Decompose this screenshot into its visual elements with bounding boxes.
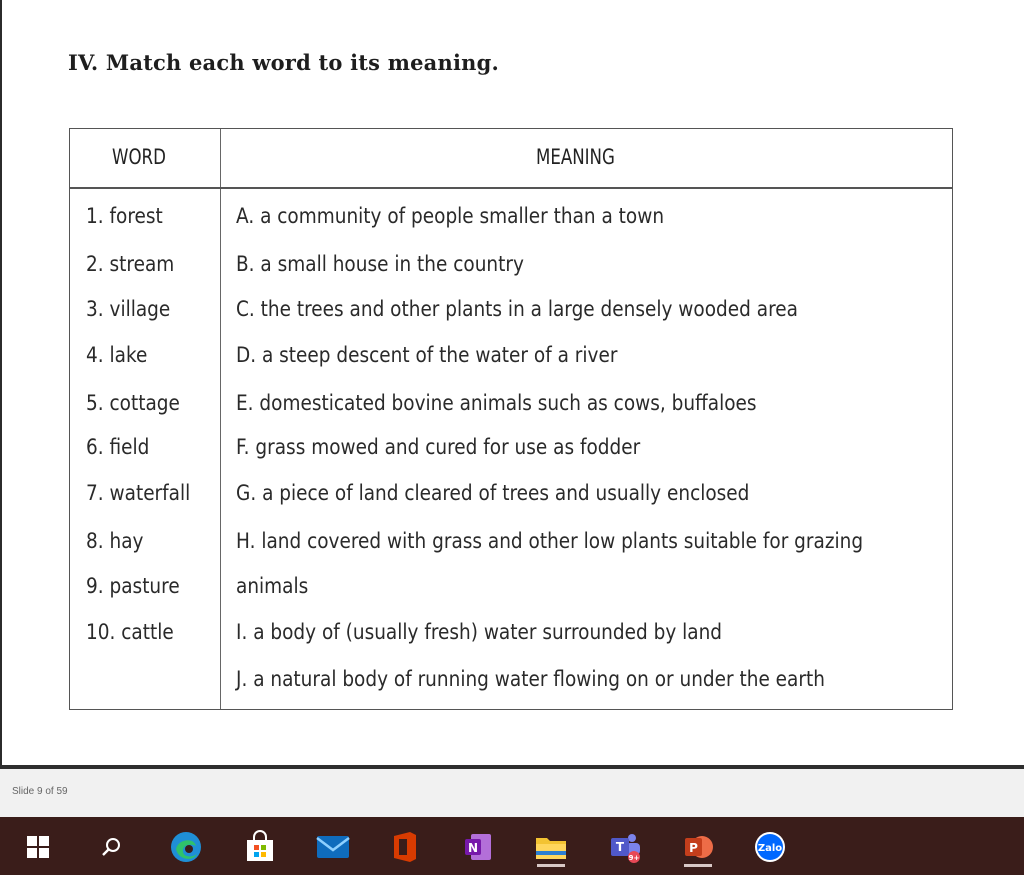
word-item: 2. stream bbox=[86, 252, 175, 276]
word-item: 7. waterfall bbox=[86, 481, 191, 505]
word-column-header: WORD bbox=[112, 145, 166, 169]
taskbar bbox=[0, 817, 1024, 875]
word-item: 8. hay bbox=[86, 529, 144, 553]
windows-start-icon[interactable] bbox=[16, 825, 60, 869]
teams-icon[interactable] bbox=[603, 825, 647, 869]
onenote-icon[interactable] bbox=[456, 825, 500, 869]
meaning-item: A. a community of people smaller than a town bbox=[236, 204, 665, 228]
powerpoint-icon[interactable] bbox=[676, 825, 720, 869]
edge-icon[interactable] bbox=[164, 825, 208, 869]
file-explorer-icon[interactable] bbox=[529, 825, 573, 869]
word-item: 6. field bbox=[86, 435, 150, 459]
search-icon[interactable] bbox=[89, 825, 133, 869]
mail-icon[interactable] bbox=[311, 825, 355, 869]
meaning-item: H. land covered with grass and other low plants suitable for grazing bbox=[236, 529, 864, 553]
meaning-item: G. a piece of land cleared of trees and usually enclosed bbox=[236, 481, 750, 505]
slide-counter: Slide 9 of 59 bbox=[12, 786, 68, 797]
matching-table bbox=[69, 128, 953, 710]
meaning-item: F. grass mowed and cured for use as fodder bbox=[236, 435, 641, 459]
meaning-column-header: MEANING bbox=[536, 145, 615, 169]
zalo-label: Zalo bbox=[757, 843, 783, 854]
svg-text:9+: 9+ bbox=[628, 854, 640, 862]
store-icon[interactable] bbox=[238, 825, 282, 869]
svg-text:T: T bbox=[615, 840, 625, 854]
header-divider bbox=[70, 187, 952, 189]
word-item: 5. cottage bbox=[86, 391, 180, 415]
column-divider bbox=[220, 129, 221, 709]
meaning-item: C. the trees and other plants in a large densely wooded area bbox=[236, 297, 798, 321]
word-item: 10. cattle bbox=[86, 620, 174, 644]
svg-text:N: N bbox=[467, 841, 479, 855]
meaning-item: J. a natural body of running water flowing on or under the earth bbox=[236, 667, 825, 691]
meaning-item: I. a body of (usually fresh) water surrounded by land bbox=[236, 620, 723, 644]
meaning-item: B. a small house in the country bbox=[236, 252, 524, 276]
word-item: 3. village bbox=[86, 297, 171, 321]
word-item: 9. pasture bbox=[86, 574, 180, 598]
meaning-item: E. domesticated bovine animals such as cows, buffaloes bbox=[236, 391, 757, 415]
zalo-icon[interactable] bbox=[748, 825, 792, 869]
taskbar-running-indicator bbox=[537, 864, 565, 867]
word-item: 4. lake bbox=[86, 343, 148, 367]
svg-text:P: P bbox=[689, 841, 698, 855]
taskbar-running-indicator bbox=[684, 864, 712, 867]
meaning-item: D. a steep descent of the water of a river bbox=[236, 343, 618, 367]
exercise-title: IV. Match each word to its meaning. bbox=[68, 50, 499, 75]
word-item: 1. forest bbox=[86, 204, 163, 228]
status-bar bbox=[0, 765, 1024, 817]
office-icon[interactable] bbox=[383, 825, 427, 869]
meaning-item-continuation: animals bbox=[236, 574, 309, 598]
